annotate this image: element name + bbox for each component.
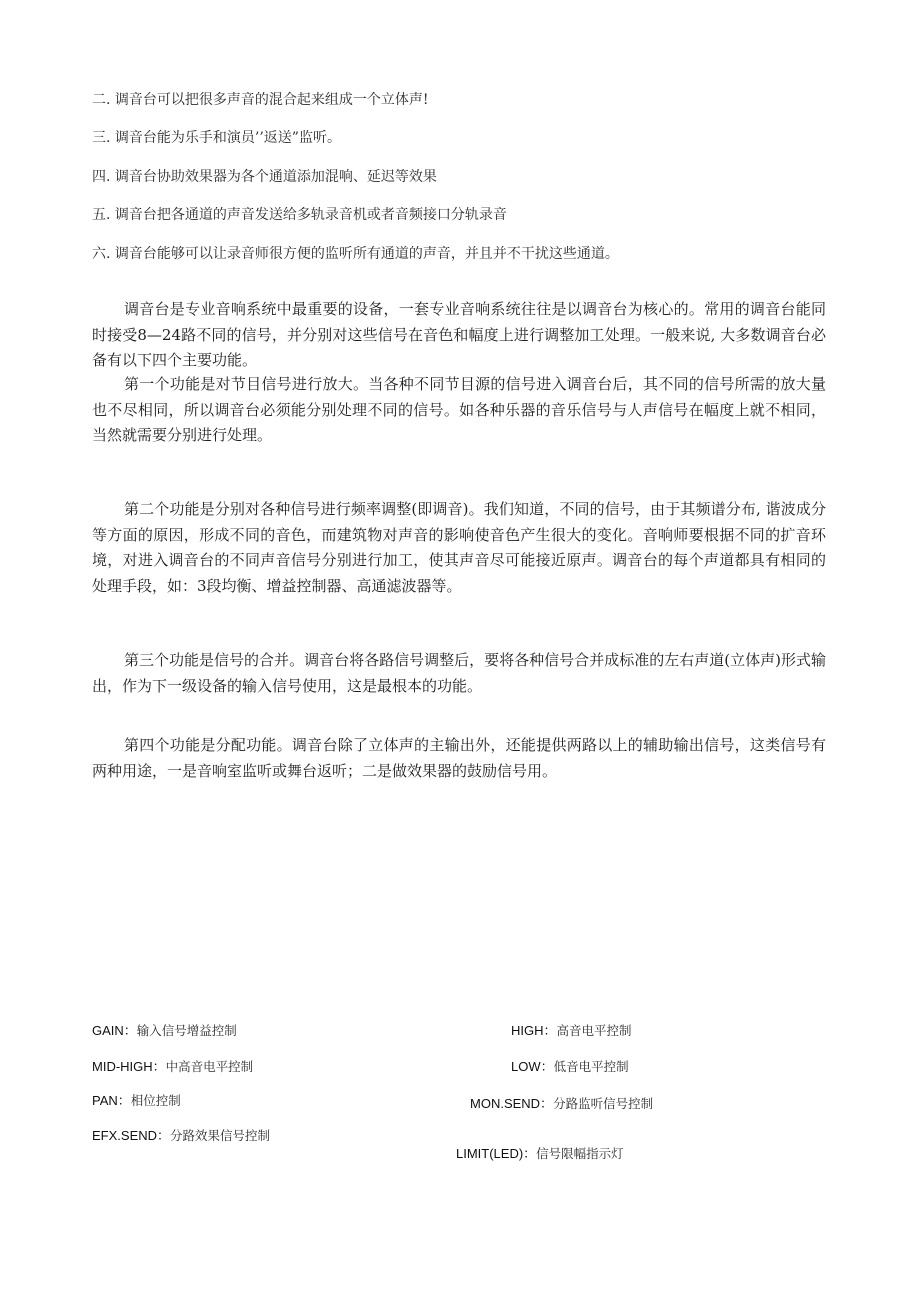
- legend-limit-led-desc: 信号限幅指示灯: [536, 1146, 624, 1161]
- legend-pan-desc: 相位控制: [130, 1093, 181, 1108]
- legend-pan: [92, 1092, 181, 1110]
- legend-mid-high: [92, 1058, 253, 1076]
- legend-limit-led: [456, 1145, 624, 1163]
- legend-gain-desc: 输入信号增益控制: [136, 1023, 237, 1038]
- legend-mon-send: [456, 1095, 671, 1113]
- function-four-paragraph: 第四个功能是分配功能。调音台除了立体声的主输出外，还能提供两路以上的辅助输出信号，这类信号有两种用途，一是音响室监听或舞台返听；二是做效果器的鼓励信号用。: [92, 736, 826, 780]
- legend-high: [511, 1022, 632, 1040]
- legend-mid-high-term: MID-HIGH：: [92, 1059, 166, 1074]
- function-two-paragraph: 第二个功能是分别对各种信号进行频率调整(即调音)。我们知道，不同的信号，由于其频谱分布, 谐波成分等方面的原因，形成不同的音色，而建筑物对声音的影响使音色产生很大的变化。音响师要根据不同的扩音环境，对进入调音台的不同声音信号分别进行加工，使其声音尽可能接近原声。调音台的每个声道都具有相同的处理手段，如：3段均衡、增益控制器、高通滤波器等。: [92, 500, 826, 595]
- function-item-4: 四. 调音台协助效果器为各个通道添加混响、延迟等效果: [92, 169, 437, 185]
- legend-efx-send-term: EFX.SEND：: [92, 1128, 171, 1143]
- legend-mon-send-desc: 分路监听信号控制: [553, 1096, 654, 1111]
- legend-mid-high-desc: 中高音电平控制: [165, 1059, 254, 1074]
- function-three-paragraph: 第三个功能是信号的合并。调音台将各路信号调整后，要将各种信号合并成标准的左右声道(立体声)形式输出，作为下一级设备的输入信号使用，这是最根本的功能。: [92, 651, 826, 695]
- legend-efx-send: [92, 1127, 270, 1145]
- legend-high-desc: 高音电平控制: [556, 1023, 632, 1038]
- legend-pan-term: PAN：: [92, 1093, 131, 1108]
- function-item-5: 五. 调音台把各通道的声音发送给多轨录音机或者音频接口分轨录音: [92, 207, 507, 223]
- intro-paragraph: 调音台是专业音响系统中最重要的设备，一套专业音响系统往往是以调音台为核心的。常用的调音台能同时接受8—24路不同的信号，并分别对这些信号在音色和幅度上进行调整加工处理。一般来说, 大多数调音台必备有以下四个主要功能。: [92, 300, 826, 369]
- function-item-6: 六. 调音台能够可以让录音师很方便的监听所有通道的声音，并且并不干扰这些通道。: [92, 246, 619, 262]
- legend-gain: [92, 1022, 237, 1040]
- legend-efx-send-desc: 分路效果信号控制: [170, 1128, 271, 1143]
- legend-high-term: HIGH：: [511, 1023, 557, 1038]
- function-one-paragraph: 第一个功能是对节目信号进行放大。当各种不同节目源的信号进入调音台后，其不同的信号所需的放大量也不尽相同，所以调音台必须能分别处理不同的信号。如各种乐器的音乐信号与人声信号在幅度上就不相同，当然就需要分别进行处理。: [92, 375, 826, 444]
- legend-limit-led-term: LIMIT(LED)：: [456, 1146, 537, 1161]
- legend-gain-term: GAIN：: [92, 1023, 137, 1038]
- function-item-2: 二. 调音台可以把很多声音的混合起来组成一个立体声!: [92, 92, 429, 108]
- legend-low-desc: 低音电平控制: [553, 1059, 629, 1074]
- legend-mon-send-term: MON.SEND：: [470, 1096, 554, 1111]
- legend-low: [511, 1058, 629, 1076]
- legend-low-term: LOW：: [511, 1059, 554, 1074]
- function-item-3: 三. 调音台能为乐手和演员’’返送”监听。: [92, 130, 341, 146]
